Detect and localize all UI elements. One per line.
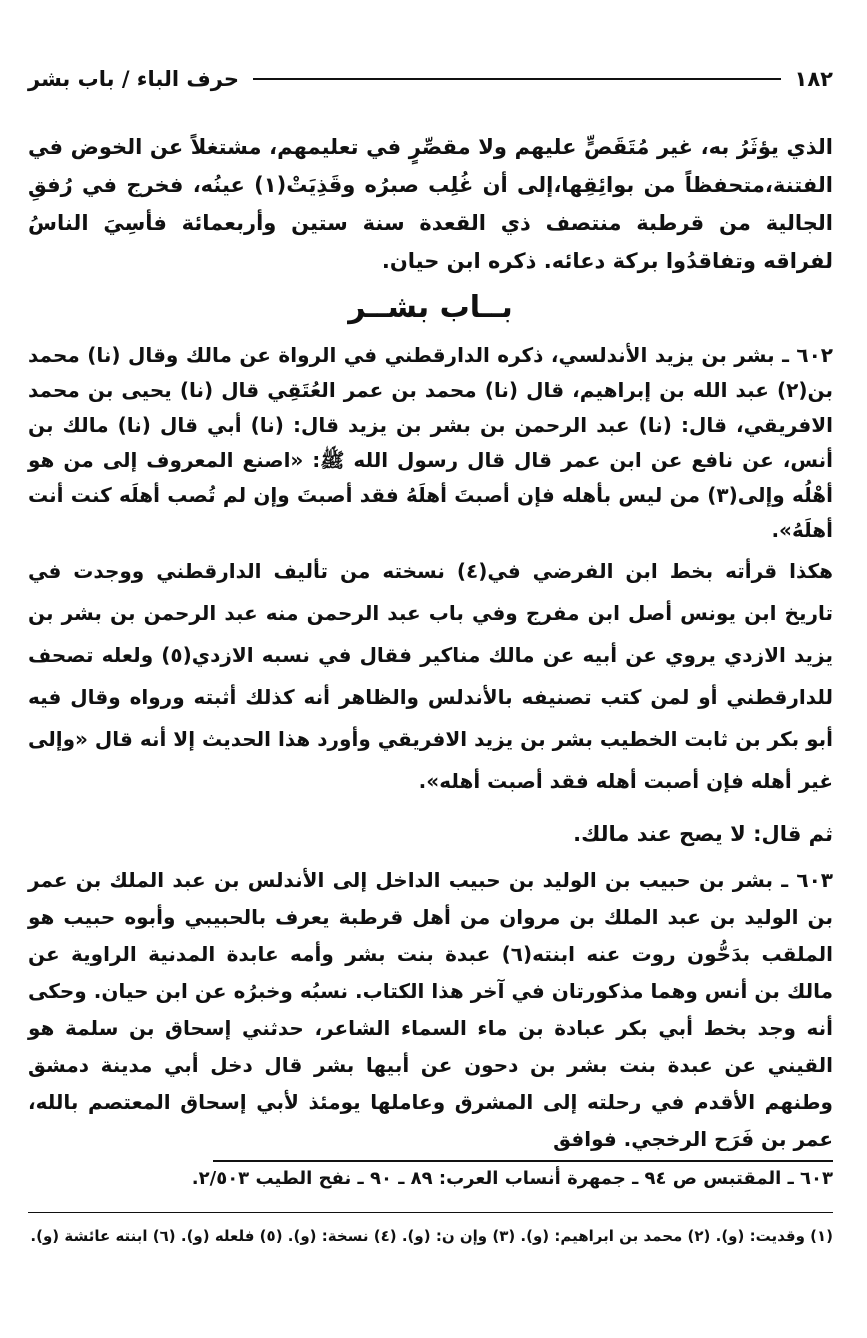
running-header: [28, 62, 833, 96]
page-number: ١٨٢: [794, 67, 833, 91]
section-heading: بــاب بشــر: [348, 290, 513, 325]
sources-rule: [213, 1160, 833, 1162]
then-said-line: ثم قال: لا يصح عند مالك.: [573, 822, 833, 846]
entry-602-note: هكذا قرأته بخط ابن الفرضي في(٤) نسخته من تأليف الدارقطني ووجدت في تاريخ ابن يونس أصل ابن مفرج وفي باب عبد الرحمن منه عبد الرحمن بن بشر بن يزيد الازدي يروي عن أبيه عن مالك مناكير فقال في نسبه الازدي(٥) ولعله تصحف للدارقطني أو لمن كتب تصنيفه بالأندلس والظاهر أنه كذلك أثبته ورواه وقال فيه أبو بكر بن ثابت الخطيب بشر بن يزيد الافريقي وأورد هذا الحديث إلا أنه قال «وإلى غير أهله فإن أصبت أهله فقد أصبت أهله».: [28, 559, 834, 793]
intro-paragraph: الذي يؤثَرُ به، غير مُتَقَصٍّ عليهم ولا مقصِّرٍ في تعليمهم، مشتغلاً عن الخوض في الفتنة،متحفظاً من بوائِقِها،إلى أن غُلِب صبرُه وقَذِيَتْ(١) عينُه، فخرج في رُفقِ الجالية من قرطبة منتصف ذي القعدة سنة ستين وأربعمائة فأسِيَ الناسُ لفراقه وتفاقدُوا بركة دعائه. ذكره ابن حيان.: [28, 135, 833, 273]
running-title: حرف الباء / باب بشر: [28, 67, 239, 91]
header-rule: [253, 78, 781, 80]
footnote-rule: [28, 1212, 833, 1213]
footnotes: (١) وقديت: (و). (٢) محمد بن ابراهيم: (و). (٣) وإن ن: (و). (٤) نسخة: (و). (٥) فلعله (و). (٦) ابنته عائشة (و).: [30, 1227, 833, 1245]
entry-603: ٦٠٣ ـ بشر بن حبيب بن الوليد بن حبيب الداخل إلى الأندلس بن عبد الملك بن عمر بن الوليد بن عبد الملك بن مروان من أهل قرطبة يعرف بالحبيبي وأبوه حبيب هو الملقب بدَحُّون روت عنه ابنته(٦) عبدة بنت بشر وأمه عابدة المدنية الراوية عن مالك بن أنس وهما مذكورتان في آخر هذا الكتاب. نسبُه وخبرُه عن ابن حيان. وحكى أنه وجد بخط أبي بكر عبادة بن ماء السماء الشاعر، حدثني إسحاق بن سلمة هو القيني عن عبدة بنت بشر بن دحون عن أبيها بشر قال دخل أبي مدينة دمشق وطنهم الأقدم في رحلته إلى المشرق وعاملها يومئذ لأبي إسحاق المعتصم بالله، عمر بن فَرَح الرخجي. فوافق: [28, 868, 833, 1151]
entry-602: ٦٠٢ ـ بشر بن يزيد الأندلسي، ذكره الدارقطني في الرواة عن مالك وقال (نا) محمد بن(٢) عبد الله بن إبراهيم، قال (نا) محمد بن عمر العُتَقِي قال (نا) يحيى بن محمد الافريقي، قال: (نا) عبد الرحمن بن بشر بن يزيد قال: (نا) أبي قال (نا) مالك بن أنس، عن نافع عن ابن عمر قال قال رسول الله ﷺ: «اصنع المعروف إلى من هو أهْلُه وإلى(٣) من ليس بأهله فإن أصبتَ أهلَهُ فقد أصبتَ وإن لم تُصب أهلَه كنت أنت أهلَهُ».: [28, 343, 833, 542]
sources-603: ٦٠٣ ـ المقتبس ص ٩٤ ـ جمهرة أنساب العرب: ٨٩ ـ ٩٠ ـ نفح الطيب ٢/٥٠٣.: [191, 1168, 833, 1189]
sources-block: [28, 1160, 833, 1189]
